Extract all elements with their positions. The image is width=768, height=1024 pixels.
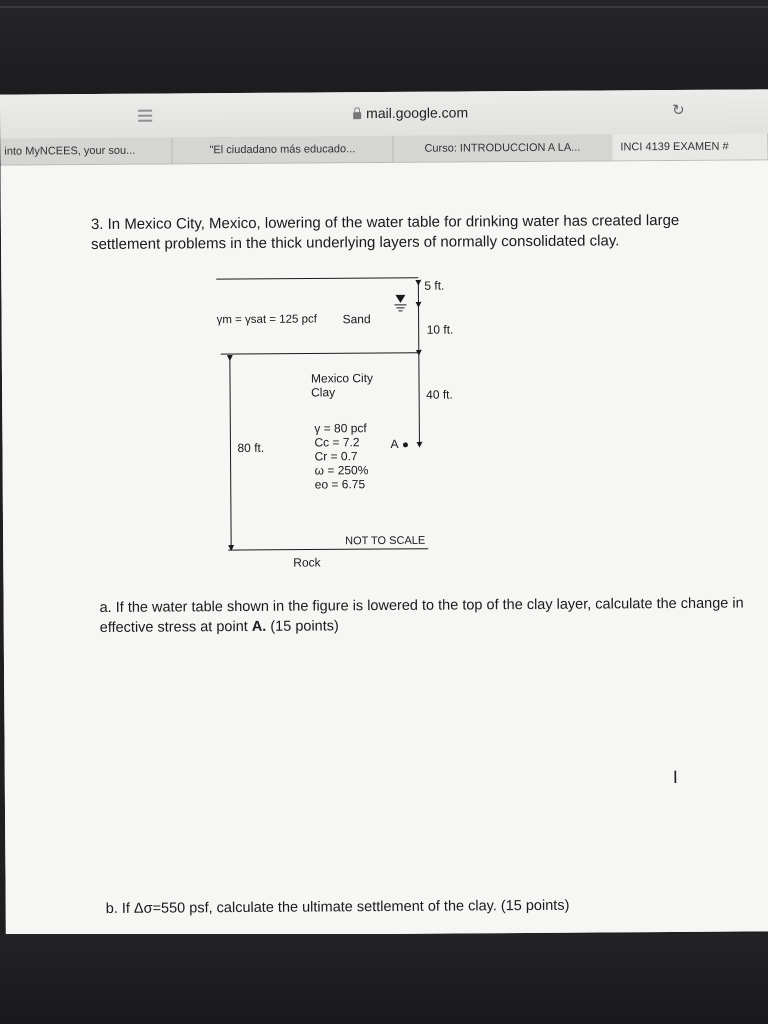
part-a xyxy=(100,593,750,638)
part-b-text: If Δσ=550 psf, calculate the ultimate settlement of the clay. (15 points) xyxy=(121,897,570,917)
tab-el-ciudadano[interactable]: "El ciudadano más educado... xyxy=(172,136,393,164)
clay-water-content: ω = 250% xyxy=(314,463,369,478)
water-table-icon xyxy=(394,295,406,311)
clay-cr: Cr = 0.7 xyxy=(314,449,358,464)
clay-void-ratio: eo = 6.75 xyxy=(314,477,366,492)
lock-icon xyxy=(353,112,361,119)
point-a-marker xyxy=(403,442,408,447)
clay-cc: Cc = 7.2 xyxy=(314,435,360,450)
url-field[interactable]: mail.google.com xyxy=(353,104,468,121)
part-a-points: (15 points) xyxy=(270,618,339,635)
rock-surface-line xyxy=(228,549,428,550)
sand-label: Sand xyxy=(342,312,371,327)
reader-menu-icon[interactable] xyxy=(138,110,152,122)
dim-40ft-line xyxy=(419,355,420,445)
browser-screen xyxy=(0,89,768,936)
part-b-letter: b. xyxy=(105,900,118,917)
text-cursor-icon: I xyxy=(672,766,678,788)
dim-10ft-label: 10 ft. xyxy=(426,322,454,337)
bottom-bezel xyxy=(0,934,768,1024)
soil-profile-figure xyxy=(196,272,458,574)
clay-properties xyxy=(314,421,368,491)
sand-unit-weight: γm = γsat = 125 pcf xyxy=(216,313,317,327)
dim-5ft-label: 5 ft. xyxy=(424,278,445,293)
address-bar xyxy=(0,89,768,139)
tab-myncees[interactable]: into MyNCEES, your sou... xyxy=(0,137,172,164)
point-a-label: A xyxy=(390,436,399,451)
dim-80ft-line xyxy=(230,358,231,548)
not-to-scale-note: NOT TO SCALE xyxy=(345,534,426,548)
part-a-point: A. xyxy=(251,618,267,635)
tab-inci-4139[interactable]: INCI 4139 EXAMEN # xyxy=(612,133,768,160)
dim-80ft-label: 80 ft. xyxy=(237,440,265,456)
dim-40ft-label: 40 ft. xyxy=(426,387,453,402)
clay-unit-weight: γ = 80 pcf xyxy=(314,421,367,436)
rock-label: Rock xyxy=(293,555,321,570)
tab-curso[interactable]: Curso: INTRODUCCION A LA... xyxy=(392,134,613,162)
question-3 xyxy=(91,211,741,256)
question-number: 3. xyxy=(90,215,104,234)
part-b xyxy=(106,896,746,916)
clay-name: Mexico City Clay xyxy=(310,371,374,400)
document-content xyxy=(1,160,768,936)
question-text: In Mexico City, Mexico, lowering of the water table for drinking water has created large settlement problems in the thick underlying layers of normally consolidated clay. xyxy=(90,211,680,254)
sand-clay-boundary xyxy=(221,353,419,354)
part-a-letter: a. xyxy=(99,599,112,616)
reload-icon[interactable]: ↻ xyxy=(672,101,685,119)
part-a-text: If the water table shown in the figure is lowered to the top of the clay layer, calculate the change in effective stress at point xyxy=(99,595,744,636)
ground-surface-line xyxy=(216,278,418,279)
top-bezel xyxy=(0,0,768,96)
